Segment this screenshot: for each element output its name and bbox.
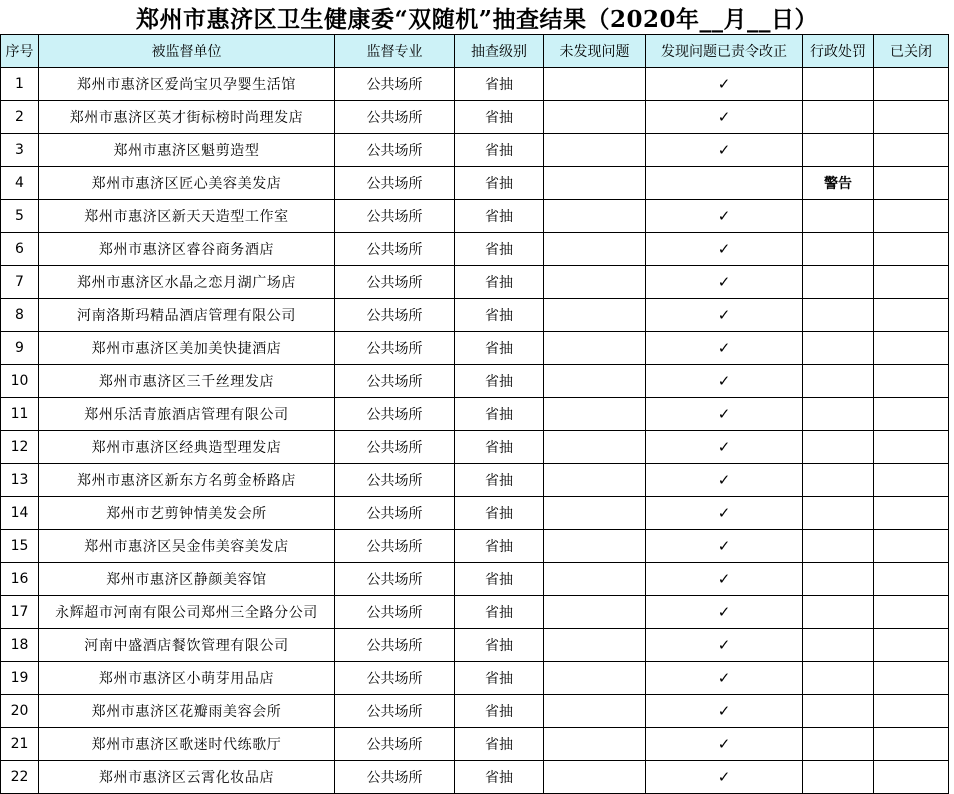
table-row (1, 695, 949, 728)
cell-closed (874, 695, 949, 728)
cell-corrected: ✓ (646, 563, 803, 596)
cell-corrected: ✓ (646, 695, 803, 728)
table-body (1, 68, 949, 794)
cell-closed (874, 728, 949, 761)
cell-penalty (803, 398, 874, 431)
cell-closed (874, 761, 949, 794)
cell-closed (874, 233, 949, 266)
cell-specialty: 公共场所 (335, 464, 455, 497)
cell-unit: 郑州市惠济区经典造型理发店 (39, 431, 335, 464)
cell-seq: 17 (1, 596, 39, 629)
cell-seq: 5 (1, 200, 39, 233)
cell-penalty (803, 431, 874, 464)
header-level: 抽查级别 (455, 35, 544, 68)
cell-penalty (803, 728, 874, 761)
cell-corrected: ✓ (646, 332, 803, 365)
cell-level: 省抽 (455, 167, 544, 200)
cell-unit: 郑州市惠济区新东方名剪金桥路店 (39, 464, 335, 497)
cell-unit: 郑州市惠济区三千丝理发店 (39, 365, 335, 398)
cell-closed (874, 101, 949, 134)
cell-corrected: ✓ (646, 200, 803, 233)
cell-unit: 郑州市惠济区魁剪造型 (39, 134, 335, 167)
table-row (1, 398, 949, 431)
cell-penalty: 警告 (803, 167, 874, 200)
cell-seq: 6 (1, 233, 39, 266)
cell-no-problem (544, 101, 646, 134)
cell-no-problem (544, 464, 646, 497)
cell-unit: 郑州市惠济区新天天造型工作室 (39, 200, 335, 233)
cell-specialty: 公共场所 (335, 332, 455, 365)
table-row (1, 200, 949, 233)
header-unit: 被监督单位 (39, 35, 335, 68)
cell-closed (874, 68, 949, 101)
cell-seq: 18 (1, 629, 39, 662)
cell-corrected: ✓ (646, 530, 803, 563)
cell-unit: 郑州市惠济区花瓣雨美容会所 (39, 695, 335, 728)
cell-unit: 永辉超市河南有限公司郑州三全路分公司 (39, 596, 335, 629)
table-row (1, 728, 949, 761)
table-header-row (1, 35, 949, 68)
cell-penalty (803, 365, 874, 398)
cell-corrected: ✓ (646, 233, 803, 266)
table-row (1, 266, 949, 299)
cell-closed (874, 266, 949, 299)
cell-no-problem (544, 365, 646, 398)
cell-unit: 郑州乐活青旅酒店管理有限公司 (39, 398, 335, 431)
table-row (1, 596, 949, 629)
cell-no-problem (544, 167, 646, 200)
cell-seq: 16 (1, 563, 39, 596)
table-row (1, 761, 949, 794)
cell-unit: 郑州市惠济区吴金伟美容美发店 (39, 530, 335, 563)
cell-penalty (803, 266, 874, 299)
header-corrected: 发现问题已责令改正 (646, 35, 803, 68)
cell-penalty (803, 299, 874, 332)
cell-penalty (803, 662, 874, 695)
cell-specialty: 公共场所 (335, 629, 455, 662)
cell-specialty: 公共场所 (335, 167, 455, 200)
cell-penalty (803, 68, 874, 101)
cell-unit: 郑州市惠济区水晶之恋月湖广场店 (39, 266, 335, 299)
cell-specialty: 公共场所 (335, 662, 455, 695)
cell-corrected: ✓ (646, 134, 803, 167)
cell-seq: 19 (1, 662, 39, 695)
cell-corrected: ✓ (646, 101, 803, 134)
cell-level: 省抽 (455, 629, 544, 662)
header-seq: 序号 (1, 35, 39, 68)
cell-penalty (803, 101, 874, 134)
cell-specialty: 公共场所 (335, 695, 455, 728)
cell-closed (874, 530, 949, 563)
cell-closed (874, 431, 949, 464)
table-row (1, 431, 949, 464)
cell-unit: 郑州市惠济区匠心美容美发店 (39, 167, 335, 200)
cell-level: 省抽 (455, 299, 544, 332)
cell-level: 省抽 (455, 134, 544, 167)
cell-no-problem (544, 398, 646, 431)
cell-unit: 郑州市惠济区歌迷时代练歌厅 (39, 728, 335, 761)
cell-seq: 2 (1, 101, 39, 134)
cell-penalty (803, 761, 874, 794)
cell-level: 省抽 (455, 233, 544, 266)
cell-level: 省抽 (455, 728, 544, 761)
cell-no-problem (544, 134, 646, 167)
cell-penalty (803, 233, 874, 266)
cell-level: 省抽 (455, 761, 544, 794)
cell-level: 省抽 (455, 101, 544, 134)
cell-no-problem (544, 332, 646, 365)
cell-penalty (803, 695, 874, 728)
cell-closed (874, 497, 949, 530)
cell-corrected: ✓ (646, 431, 803, 464)
cell-level: 省抽 (455, 662, 544, 695)
cell-level: 省抽 (455, 431, 544, 464)
cell-unit: 郑州市惠济区美加美快捷酒店 (39, 332, 335, 365)
cell-corrected: ✓ (646, 365, 803, 398)
table-row (1, 332, 949, 365)
cell-no-problem (544, 233, 646, 266)
cell-specialty: 公共场所 (335, 596, 455, 629)
cell-level: 省抽 (455, 497, 544, 530)
header-specialty: 监督专业 (335, 35, 455, 68)
cell-corrected: ✓ (646, 497, 803, 530)
cell-specialty: 公共场所 (335, 266, 455, 299)
cell-closed (874, 662, 949, 695)
cell-no-problem (544, 431, 646, 464)
cell-level: 省抽 (455, 695, 544, 728)
header-no-problem: 未发现问题 (544, 35, 646, 68)
cell-closed (874, 464, 949, 497)
cell-corrected: ✓ (646, 464, 803, 497)
cell-seq: 15 (1, 530, 39, 563)
cell-penalty (803, 134, 874, 167)
cell-specialty: 公共场所 (335, 299, 455, 332)
cell-penalty (803, 497, 874, 530)
table-row (1, 563, 949, 596)
table-row (1, 68, 949, 101)
cell-level: 省抽 (455, 563, 544, 596)
cell-seq: 22 (1, 761, 39, 794)
cell-no-problem (544, 662, 646, 695)
cell-no-problem (544, 200, 646, 233)
cell-specialty: 公共场所 (335, 233, 455, 266)
cell-seq: 7 (1, 266, 39, 299)
cell-unit: 郑州市惠济区爱尚宝贝孕婴生活馆 (39, 68, 335, 101)
cell-corrected: ✓ (646, 68, 803, 101)
cell-unit: 郑州市惠济区英才街标榜时尚理发店 (39, 101, 335, 134)
table-row (1, 299, 949, 332)
cell-seq: 21 (1, 728, 39, 761)
cell-specialty: 公共场所 (335, 365, 455, 398)
cell-level: 省抽 (455, 596, 544, 629)
cell-corrected: ✓ (646, 662, 803, 695)
cell-specialty: 公共场所 (335, 398, 455, 431)
cell-level: 省抽 (455, 266, 544, 299)
cell-seq: 20 (1, 695, 39, 728)
cell-no-problem (544, 299, 646, 332)
cell-specialty: 公共场所 (335, 101, 455, 134)
header-penalty: 行政处罚 (803, 35, 874, 68)
cell-seq: 11 (1, 398, 39, 431)
cell-specialty: 公共场所 (335, 530, 455, 563)
table-row (1, 497, 949, 530)
cell-specialty: 公共场所 (335, 134, 455, 167)
cell-penalty (803, 332, 874, 365)
cell-closed (874, 299, 949, 332)
cell-specialty: 公共场所 (335, 68, 455, 101)
cell-unit: 郑州市惠济区小萌芽用品店 (39, 662, 335, 695)
cell-penalty (803, 596, 874, 629)
cell-level: 省抽 (455, 332, 544, 365)
cell-no-problem (544, 695, 646, 728)
table-row (1, 167, 949, 200)
table-row (1, 464, 949, 497)
cell-no-problem (544, 266, 646, 299)
cell-seq: 4 (1, 167, 39, 200)
cell-seq: 12 (1, 431, 39, 464)
cell-seq: 1 (1, 68, 39, 101)
cell-seq: 14 (1, 497, 39, 530)
table-row (1, 101, 949, 134)
cell-closed (874, 365, 949, 398)
cell-closed (874, 596, 949, 629)
cell-level: 省抽 (455, 200, 544, 233)
cell-corrected: ✓ (646, 728, 803, 761)
table-row (1, 530, 949, 563)
cell-seq: 8 (1, 299, 39, 332)
inspection-results-table (0, 34, 949, 794)
cell-corrected: ✓ (646, 398, 803, 431)
cell-closed (874, 332, 949, 365)
cell-corrected (646, 167, 803, 200)
table-row (1, 629, 949, 662)
cell-seq: 10 (1, 365, 39, 398)
cell-specialty: 公共场所 (335, 200, 455, 233)
cell-corrected: ✓ (646, 266, 803, 299)
cell-no-problem (544, 68, 646, 101)
cell-level: 省抽 (455, 464, 544, 497)
cell-level: 省抽 (455, 68, 544, 101)
cell-no-problem (544, 761, 646, 794)
cell-corrected: ✓ (646, 299, 803, 332)
cell-no-problem (544, 530, 646, 563)
cell-penalty (803, 629, 874, 662)
table-row (1, 134, 949, 167)
cell-no-problem (544, 629, 646, 662)
cell-specialty: 公共场所 (335, 497, 455, 530)
cell-seq: 13 (1, 464, 39, 497)
cell-closed (874, 134, 949, 167)
cell-level: 省抽 (455, 398, 544, 431)
cell-level: 省抽 (455, 530, 544, 563)
cell-closed (874, 563, 949, 596)
cell-penalty (803, 530, 874, 563)
cell-corrected: ✓ (646, 629, 803, 662)
cell-penalty (803, 464, 874, 497)
cell-closed (874, 629, 949, 662)
cell-seq: 3 (1, 134, 39, 167)
cell-unit: 河南洛斯玛精品酒店管理有限公司 (39, 299, 335, 332)
cell-unit: 郑州市惠济区云霄化妆品店 (39, 761, 335, 794)
cell-no-problem (544, 728, 646, 761)
table-row (1, 365, 949, 398)
cell-closed (874, 398, 949, 431)
page-title: 郑州市惠济区卫生健康委“双随机”抽查结果（2020年__月__日） (136, 5, 818, 33)
cell-specialty: 公共场所 (335, 728, 455, 761)
header-closed: 已关闭 (874, 35, 949, 68)
cell-level: 省抽 (455, 365, 544, 398)
cell-no-problem (544, 497, 646, 530)
cell-closed (874, 200, 949, 233)
cell-seq: 9 (1, 332, 39, 365)
cell-penalty (803, 563, 874, 596)
cell-corrected: ✓ (646, 596, 803, 629)
cell-specialty: 公共场所 (335, 563, 455, 596)
cell-corrected: ✓ (646, 761, 803, 794)
table-row (1, 233, 949, 266)
cell-specialty: 公共场所 (335, 431, 455, 464)
cell-unit: 河南中盛酒店餐饮管理有限公司 (39, 629, 335, 662)
cell-unit: 郑州市惠济区静颜美容馆 (39, 563, 335, 596)
cell-no-problem (544, 596, 646, 629)
cell-unit: 郑州市艺剪钟情美发会所 (39, 497, 335, 530)
table-row (1, 662, 949, 695)
cell-penalty (803, 200, 874, 233)
cell-specialty: 公共场所 (335, 761, 455, 794)
cell-unit: 郑州市惠济区睿谷商务酒店 (39, 233, 335, 266)
cell-no-problem (544, 563, 646, 596)
cell-closed (874, 167, 949, 200)
